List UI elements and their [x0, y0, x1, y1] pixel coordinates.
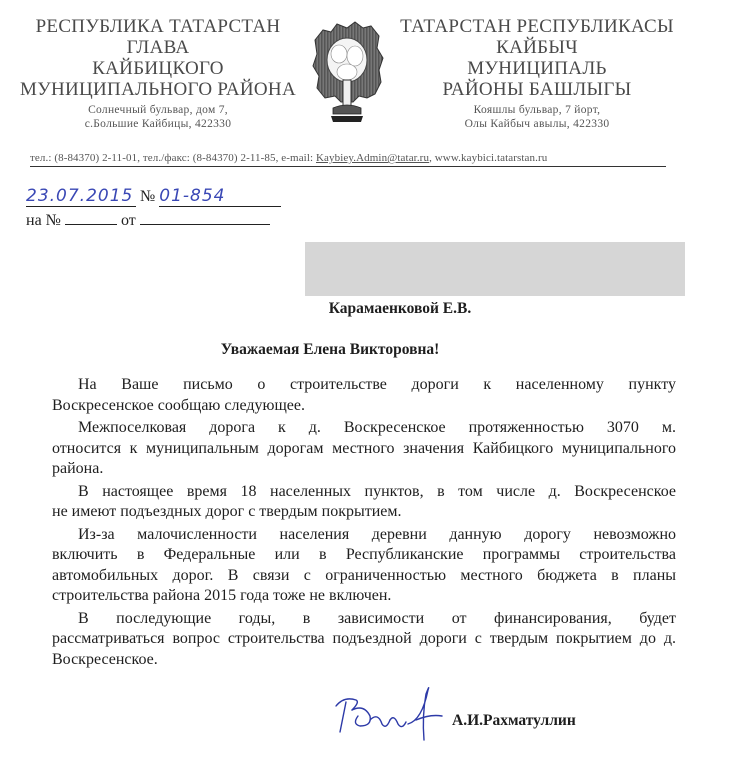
paragraph-first-line: В настоящее время 18 населенных пунктов, в том числе д. Воскресенское	[78, 482, 676, 500]
greeting: Уважаемая Елена Викторовна!	[220, 341, 440, 358]
date-field	[26, 186, 136, 207]
contacts-email[interactable]: Kaybiey.Admin@tatar.ru	[316, 152, 430, 164]
letterhead-right-address	[394, 103, 680, 131]
from-label: от	[120, 212, 136, 229]
paragraph-first-line: В последующие годы, в зависимости от финансирования, будет	[78, 609, 676, 627]
contacts-prefix: тел.: (8-84370) 2-11-01, тел./факс: (8-84370) 2-11-85, e-mail:	[30, 152, 317, 164]
reference-number-blank	[65, 210, 117, 225]
registration-date: 23.07.2015	[26, 186, 134, 206]
number-field	[159, 186, 281, 207]
letterhead-divider	[30, 166, 666, 167]
address-line: Кояшлы бульвар, 7 йорт,	[473, 104, 601, 116]
paragraph	[52, 525, 676, 607]
address-line: Олы Кайбыч авылы, 422330	[464, 118, 610, 130]
paragraph-rest: не имеют подъездных дорог с твердым покрытием.	[52, 503, 402, 520]
paragraph-rest: относится к муниципальным дорогам местного значения Кайбицкого муниципального района.	[52, 439, 676, 477]
letterhead-right	[394, 16, 680, 131]
signer-name: А.И.Рахматуллин	[452, 712, 576, 729]
number-label: №	[140, 188, 156, 205]
reference-line	[26, 210, 270, 230]
address-line: Солнечный бульвар, дом 7,	[88, 104, 228, 116]
letterhead-left-line: КАЙБИЦКОГО	[92, 58, 224, 79]
registration-number: 01-854	[159, 186, 226, 206]
paragraph	[52, 418, 676, 480]
letterhead-left	[10, 16, 306, 131]
letterhead-left-line: РЕСПУБЛИКА ТАТАРСТАН	[35, 16, 281, 37]
paragraph-rest: Воскресенское сообщаю следующее.	[52, 396, 305, 414]
letterhead-right-line: ТАТАРСТАН РЕСПУБЛИКАСЫ	[400, 16, 674, 37]
letterhead-left-line: МУНИЦИПАЛЬНОГО РАЙОНА	[20, 79, 296, 100]
redacted-address-block	[305, 242, 685, 296]
registration-line	[26, 186, 281, 207]
letterhead-left-line: ГЛАВА	[126, 37, 190, 58]
paragraph-rest: включить в Федеральные или в Республиканские программы строительства автомобильных дорог. В связи с ограниченностью местного бюджета в планы строительства района 2015 года тоже не включен.	[52, 546, 676, 604]
letterhead-right-line: КАЙБЫЧ	[496, 37, 578, 58]
letterhead-right-line: РАЙОНЫ БАШЛЫГЫ	[442, 79, 632, 100]
paragraph-first-line: Межпоселковая дорога к д. Воскресенское протяженностью 3070 м.	[78, 419, 676, 436]
paragraph	[52, 482, 676, 523]
paragraph	[52, 609, 676, 671]
reference-label: на №	[26, 212, 61, 229]
paragraph-first-line: Из-за малочисленности населения деревни данную дорогу невозможно	[78, 525, 676, 543]
address-line: с.Большие Кайбицы, 422330	[84, 118, 232, 130]
kaybitsy-emblem-icon	[309, 18, 385, 132]
paragraph	[52, 375, 676, 416]
letterhead-left-address	[10, 103, 306, 131]
handwritten-signature	[330, 680, 450, 750]
reference-date-blank	[140, 210, 270, 225]
letter-body-text	[52, 375, 676, 672]
paragraph-first-line: На Ваше письмо о строительстве дороги к населенному пункту	[78, 376, 676, 393]
contacts-suffix: , www.kaybici.tatarstan.ru	[429, 152, 548, 164]
paragraph-rest: рассматриваться вопрос строительства подъездной дороги с твердым покрытием до д. Воскресенское.	[52, 630, 676, 668]
letterhead-contacts	[30, 152, 662, 164]
addressee: Карамаенковой Е.В.	[328, 300, 472, 317]
letterhead-right-line: МУНИЦИПАЛЬ	[467, 58, 607, 79]
